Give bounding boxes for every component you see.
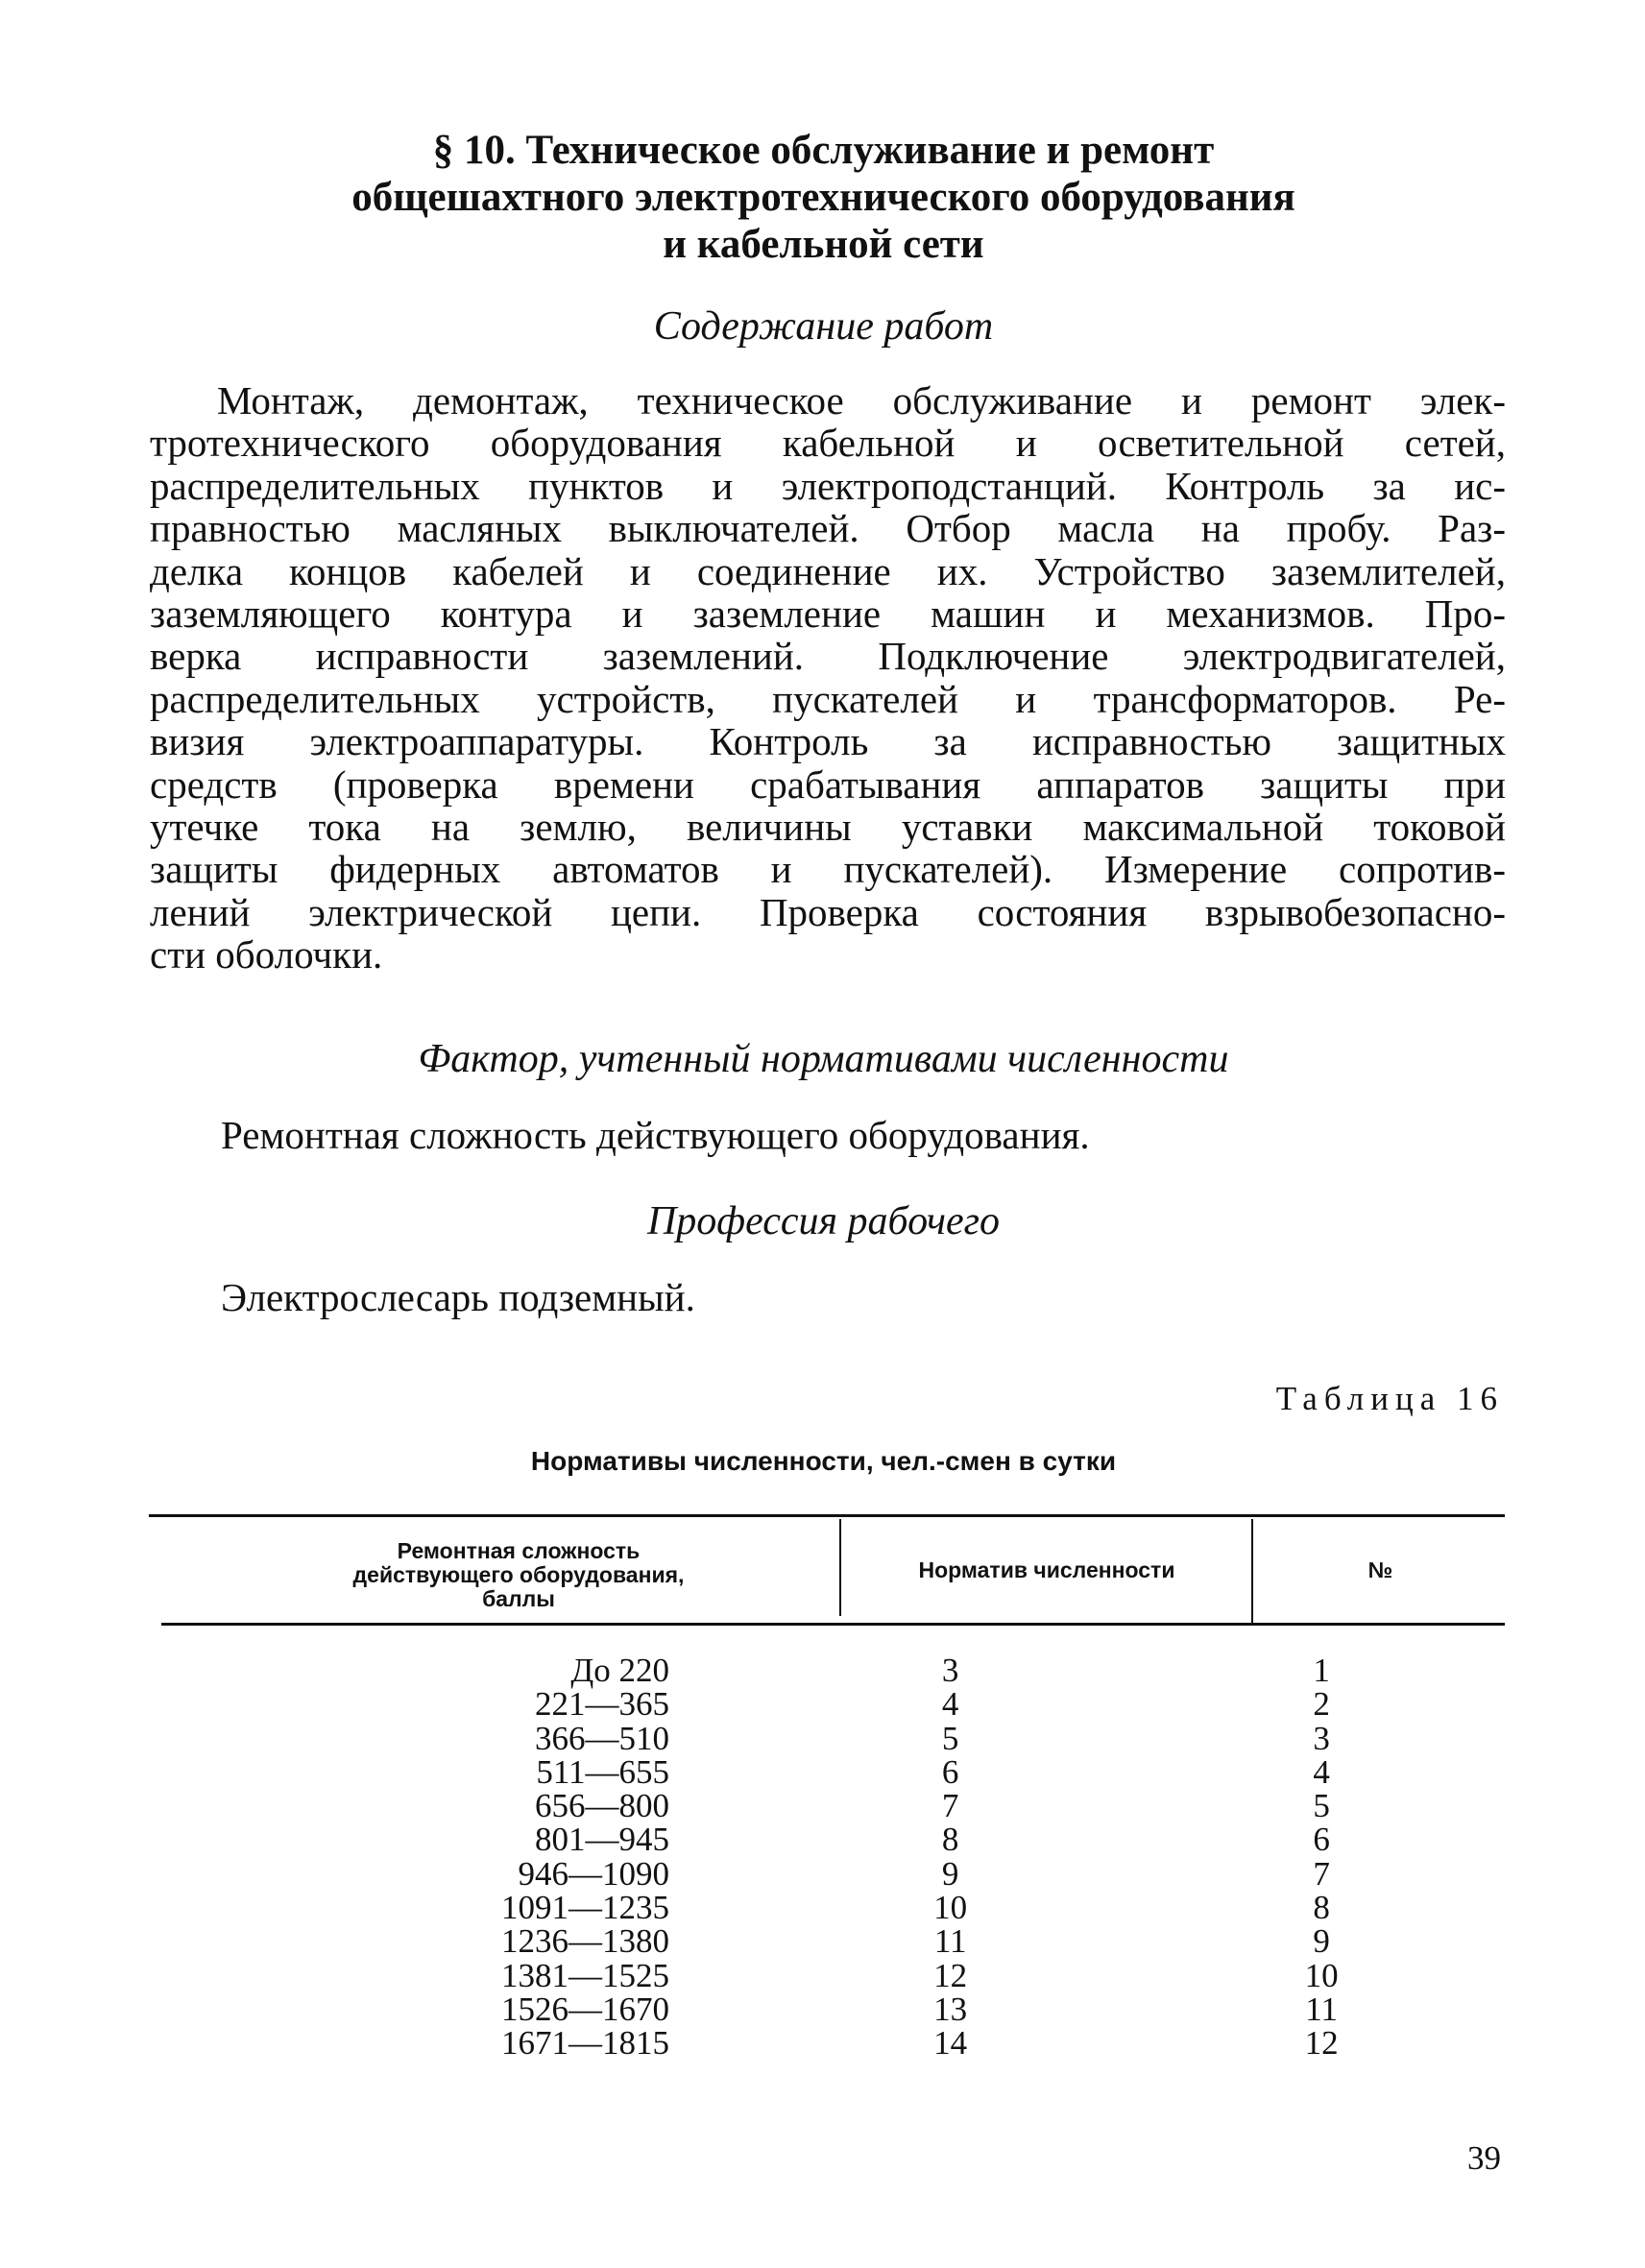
complexity-cell: 511—655 [536, 1752, 670, 1791]
norm-cell: 9 [941, 1854, 959, 1893]
table-label: Таблица 16 [1275, 1380, 1504, 1417]
table-title: Нормативы численности, чел.-смен в сутки [530, 1446, 1117, 1476]
paragraph-line: верка исправности заземлений. Подключение электродвигателей, [150, 634, 1506, 679]
page-number: 39 [1467, 2139, 1501, 2177]
header-complexity [274, 1539, 763, 1611]
header-norm: Норматив численности [918, 1557, 1175, 1582]
table-row [365, 1752, 1440, 1791]
norm-cell: 14 [933, 2024, 968, 2063]
norm-cell: 4 [941, 1685, 959, 1724]
number-cell: 7 [1313, 1854, 1330, 1893]
paragraph-line: Монтаж, демонтаж, техническое обслуживание и ремонт элек- [217, 378, 1506, 422]
paragraph-line: заземляющего контура и заземление машин и механизмов. Про- [150, 591, 1506, 637]
norm-cell: 8 [941, 1821, 959, 1859]
table-row [365, 1854, 1440, 1893]
number-cell: 11 [1305, 1990, 1338, 2028]
number-cell: 8 [1313, 1889, 1330, 1927]
number-cell: 10 [1304, 1956, 1339, 1994]
complexity-cell: 1236—1380 [501, 1922, 670, 1961]
table-top-rule [149, 1514, 1505, 1517]
header-number: № [1367, 1557, 1393, 1582]
work-content-heading: Содержание работ [653, 304, 994, 349]
table-body [365, 1653, 1440, 2061]
paragraph-line: утечке тока на землю, величины уставки максимальной токовой [150, 805, 1506, 850]
norm-cell: 7 [941, 1787, 959, 1825]
complexity-cell: 656—800 [535, 1787, 670, 1825]
table-row [365, 1922, 1440, 1961]
paragraph-line: сти оболочки. [150, 932, 383, 977]
number-cell: 4 [1313, 1752, 1330, 1791]
complexity-cell: До 220 [570, 1652, 670, 1689]
header-complexity-line: баллы [482, 1586, 555, 1611]
paragraph-line: визия электроаппаратуры. Контроль за исправностью защитных [150, 719, 1506, 764]
paragraph-line: правностью масляных выключателей. Отбор масла на пробу. Раз- [150, 506, 1506, 551]
paragraph-line: лений электрической цепи. Проверка состояния взрывобезопасно- [150, 889, 1506, 934]
number-cell: 9 [1313, 1922, 1330, 1961]
norm-cell: 6 [941, 1752, 959, 1791]
table-column-divider [1251, 1519, 1253, 1623]
complexity-cell: 1091—1235 [501, 1889, 670, 1927]
norm-cell: 10 [933, 1889, 968, 1927]
work-content-paragraph [150, 379, 1506, 977]
complexity-cell: 801—945 [535, 1821, 670, 1859]
norm-cell: 3 [941, 1652, 959, 1689]
table-row [365, 1719, 1440, 1757]
table-column-divider [839, 1519, 841, 1616]
paragraph-line: распределительных устройств, пускателей и трансформаторов. Ре- [150, 676, 1506, 721]
complexity-cell: 1671—1815 [501, 2024, 670, 2063]
section-title-line: § 10. Техническое обслуживание и ремонт [432, 128, 1215, 173]
number-cell: 6 [1313, 1821, 1330, 1859]
factor-heading: Фактор, учтенный нормативами численности [418, 1037, 1229, 1081]
paragraph-line: распределительных пунктов и электроподстанций. Контроль за ис- [150, 463, 1506, 508]
paragraph-line: защиты фидерных автоматов и пускателей). Измерение сопротив- [150, 847, 1506, 892]
norm-cell: 11 [933, 1922, 967, 1961]
norm-cell: 13 [933, 1990, 968, 2028]
factor-text: Ремонтная сложность действующего оборудования. [221, 1113, 1090, 1157]
table-row [365, 1889, 1440, 1927]
number-cell: 1 [1313, 1652, 1330, 1689]
complexity-cell: 366—510 [535, 1719, 670, 1757]
profession-text: Электрослесарь подземный. [221, 1275, 695, 1319]
table-row [365, 1821, 1440, 1859]
complexity-cell: 1381—1525 [501, 1956, 670, 1994]
paragraph-line: средств (проверка времени срабатывания аппаратов защиты при [150, 761, 1506, 807]
section-title-line: и кабельной сети [663, 222, 984, 267]
complexity-cell: 221—365 [535, 1685, 670, 1724]
norm-cell: 5 [941, 1719, 959, 1757]
table-row [365, 2024, 1440, 2063]
table-row [365, 1653, 1440, 1687]
table-row [365, 1956, 1440, 1994]
profession-heading: Профессия рабочего [646, 1199, 1001, 1243]
complexity-cell: 946—1090 [518, 1854, 670, 1893]
norm-cell: 12 [933, 1956, 968, 1994]
table-row [365, 1992, 1440, 2026]
header-complexity-line: Ремонтная сложность [397, 1538, 641, 1563]
paragraph-line: делка концов кабелей и соединение их. Устройство заземлителей, [150, 548, 1506, 593]
table-header-rule [161, 1623, 1505, 1626]
number-cell: 2 [1313, 1685, 1330, 1724]
paragraph-line: тротехнического оборудования кабельной и осветительной сетей, [150, 421, 1506, 466]
section-title [144, 127, 1503, 268]
number-cell: 5 [1313, 1787, 1330, 1825]
table-row [365, 1787, 1440, 1825]
complexity-cell: 1526—1670 [501, 1990, 670, 2028]
number-cell: 12 [1304, 2024, 1339, 2063]
header-complexity-line: действующего оборудования, [352, 1562, 685, 1587]
table-row [365, 1685, 1440, 1724]
number-cell: 3 [1313, 1719, 1330, 1757]
section-title-line: общешахтного электротехнического оборудования [351, 175, 1295, 220]
